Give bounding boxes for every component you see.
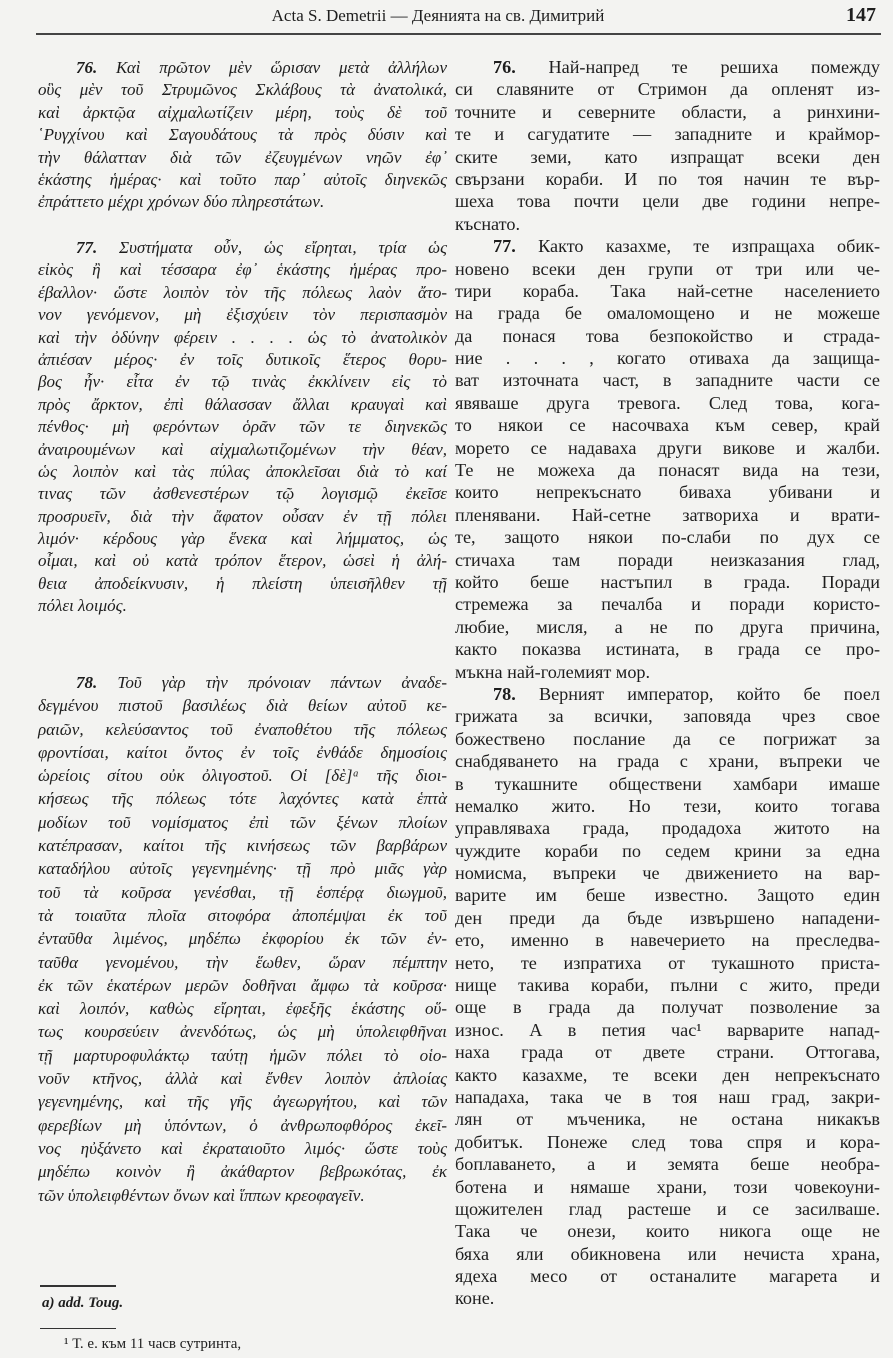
- text-line: [455, 56, 880, 78]
- text-line: [455, 974, 880, 996]
- text-line: [38, 79, 447, 101]
- text-line: [38, 1020, 447, 1043]
- text-line: [455, 369, 880, 391]
- line-text: точните и северните области, а ринхини-: [455, 101, 880, 122]
- line-text: ἐνταῦθα λιμένος, μηδέπω ἐκφορίου ἐκ τῶν ἐν-: [38, 929, 447, 949]
- text-line: [455, 168, 880, 190]
- text-line: [455, 705, 880, 727]
- line-text: да понася това безпокойство и страда-: [455, 325, 880, 346]
- text-line: [38, 550, 447, 572]
- text-line: [455, 392, 880, 414]
- text-line: [455, 235, 880, 257]
- text-line: [38, 439, 447, 461]
- footnote-1: ¹ Т. е. към 11 часв сутринта,: [64, 1336, 242, 1352]
- line-text: τοῦ τὰ κοῦρσα γενέσθαι, τῇ ἑσπέρᾳ διωγμοῦ,: [38, 882, 447, 902]
- line-text: πένθος· μὴ φερόντων ὁρᾶν τῶν τε διηνεκῶς: [38, 417, 447, 437]
- text-line: [455, 258, 880, 280]
- text-line: [38, 57, 447, 79]
- text-line: [455, 1153, 880, 1175]
- text-line: [455, 638, 880, 660]
- line-text: наха града от двете страни. Оттогава,: [455, 1042, 880, 1063]
- text-line: [38, 124, 447, 146]
- line-text: καὶ ἀρκτῷα αἰχμαλωτίζειν μέρη, τοὺς δὲ τοῦ: [38, 102, 447, 122]
- line-text: нище такива кораби, пълни с жито, преди: [455, 975, 880, 996]
- apparatus-rule: [40, 1285, 116, 1287]
- line-text: κήσεως τῆς πόλεως τότε λαχόντες κατὰ ἑπτὰ: [38, 789, 447, 809]
- line-text: боплаването, а и земята беше необра-: [455, 1154, 880, 1175]
- text-line: [38, 573, 447, 595]
- paragraph-number: 76.: [493, 57, 516, 77]
- line-text: Те не можеха да понасят вида на тези,: [455, 460, 880, 481]
- text-line: [455, 1176, 880, 1198]
- text-line: [455, 1019, 880, 1041]
- bulgarian-paragraph-77: [455, 235, 880, 683]
- text-line: [38, 191, 447, 213]
- line-text: τῶν ὑπολειφθέντων ὄνων καὶ ἵππων κρεοφαγεῖν.: [38, 1185, 365, 1205]
- text-line: [455, 840, 880, 862]
- line-text: μηδέπω κοινὸν ἢ ἀκάθαρτον βεβρωκότας, ἐκ: [38, 1162, 447, 1182]
- line-text: си славяните от Стримон да опленят из-: [455, 79, 880, 100]
- text-line: [38, 416, 447, 438]
- text-line: [38, 327, 447, 349]
- line-text: βος ἦν· εἶτα ἐν τῷ τινὰς ἐκκλίνειν εἰς τὸ: [38, 372, 447, 392]
- text-line: [38, 237, 447, 259]
- text-line: [38, 997, 447, 1020]
- line-text: управляваха града, продадоха житото на: [455, 818, 880, 839]
- text-line: [38, 394, 447, 416]
- line-text: φροντίσαι, καίτοι ὄντος ἐν τοῖς ἐνθάδε δημοσίοις: [38, 742, 447, 762]
- text-line: [455, 661, 880, 683]
- line-text: φερεβίων μὴ ὑπόντων, ὁ ἀνθρωποφθόρος ἐκεῖ-: [38, 1115, 447, 1135]
- line-text: в тукашните обществени хамбари имаше: [455, 773, 880, 794]
- text-line: [455, 1041, 880, 1063]
- text-line: [455, 571, 880, 593]
- text-line: [455, 1064, 880, 1086]
- line-text: ските земи, като изпращат всеки ден: [455, 146, 880, 167]
- line-text: Верният император, който бе поел: [538, 683, 880, 704]
- text-line: [38, 349, 447, 371]
- text-line: [455, 325, 880, 347]
- text-line: [455, 549, 880, 571]
- text-line: [455, 459, 880, 481]
- line-text: ядеха месо от останалите магарета и: [455, 1266, 880, 1287]
- text-line: [38, 1184, 447, 1207]
- line-text: къснато.: [455, 213, 520, 234]
- line-text: както казахме, те всеки ден непрекъснато: [455, 1064, 880, 1085]
- line-text: οἶμαι, καὶ οὐ κατὰ τρόπον ἕτερον, ὡσεὶ ἡ ἀλή-: [38, 551, 447, 571]
- line-text: добитък. Понеже след това спря и кора-: [455, 1131, 880, 1152]
- line-text: νος ηὐξάνετο καὶ ἐκραταιοῦτο λιμός· ὥστε τοὺς: [38, 1138, 447, 1158]
- text-line: [38, 694, 447, 717]
- text-line: [455, 616, 880, 638]
- text-line: [455, 1243, 880, 1265]
- text-line: [38, 304, 447, 326]
- text-line: [455, 750, 880, 772]
- bulgarian-paragraph-76: [455, 56, 880, 235]
- line-text: πρὸς ἄρκτον, ἐπὶ θάλασσαν ἄλλαι κραυγαὶ καὶ: [38, 394, 447, 414]
- line-text: номисма, въпреки че движението на вар-: [455, 863, 880, 884]
- line-text: немалко жито. Но тези, които тогава: [455, 795, 880, 816]
- line-text: както показва истината, в града се про-: [455, 639, 880, 660]
- line-text: ἐκ τῶν ἑκατέρων μερῶν δοθῆναι ἄμφω τὰ κοῦρσα·: [38, 975, 447, 995]
- greek-paragraph-77: [38, 237, 447, 618]
- text-line: [455, 101, 880, 123]
- line-text: ῾Ρυγχίνου καὶ Σαγουδάτους τὰ πρὸς δύσιν καὶ: [38, 125, 447, 145]
- line-text: καὶ τὴν ὀδύνην φέρειν . . . . ὡς τὸ ἀνατολικὸν: [38, 327, 447, 347]
- text-line: [38, 764, 447, 787]
- line-text: още в града да получат позволение за: [455, 997, 880, 1018]
- line-text: грижата за всички, заповяда чрез свое: [455, 706, 880, 727]
- footnote-apparatus: a) add. Toug.: [42, 1295, 124, 1311]
- line-text: ботена и нямаше храни, този човекоуни-: [455, 1176, 880, 1197]
- line-text: ден преди да бъде извършено нападени-: [455, 907, 880, 928]
- text-line: [455, 817, 880, 839]
- text-line: [455, 123, 880, 145]
- text-line: [38, 1160, 447, 1183]
- text-line: [38, 506, 447, 528]
- bulgarian-translation-column: [455, 56, 880, 1310]
- text-line: [455, 884, 880, 906]
- line-text: явяваше друга тревога. След това, кога-: [455, 392, 880, 413]
- text-line: [38, 834, 447, 857]
- line-text: Καὶ πρῶτον μὲν ὥρισαν μετὰ ἀλλήλων: [116, 58, 447, 77]
- text-line: [455, 773, 880, 795]
- line-text: нето, те изпратиха от тукашното приста-: [455, 952, 880, 973]
- line-text: Така че онези, които никога още не: [455, 1221, 880, 1242]
- text-line: [38, 595, 447, 617]
- text-line: [455, 1108, 880, 1130]
- bulgarian-paragraph-78: [455, 683, 880, 1310]
- text-line: [38, 147, 447, 169]
- line-text: лян от мъченика, не остана никакъв: [455, 1109, 880, 1130]
- text-line: [455, 1265, 880, 1287]
- text-line: [38, 927, 447, 950]
- line-text: те, защото някои по-слаби по дух се: [455, 527, 880, 548]
- line-text: на града бе омаломощено и не можеше: [455, 303, 880, 324]
- line-text: προσρυεῖν, διὰ τὴν ἄφατον οὖσαν ἐν τῇ πόλει: [38, 506, 447, 526]
- line-text: λιμόν· κέρδους γὰρ ἕνεκα καὶ λήμματος, ὡς: [38, 529, 447, 549]
- text-line: [455, 593, 880, 615]
- line-text: ταῦθα γενομένου, τὴν ἕωθεν, ὥραν πέμπτην: [38, 952, 447, 972]
- text-line: [38, 528, 447, 550]
- text-line: [455, 213, 880, 235]
- text-line: [38, 1114, 447, 1137]
- line-text: мъкна най-големият мор.: [455, 661, 651, 682]
- line-text: който беше настъпил в града. Поради: [455, 571, 880, 592]
- text-line: [455, 504, 880, 526]
- page-number: 147: [846, 4, 876, 26]
- text-line: [38, 811, 447, 834]
- line-text: πόλει λοιμός.: [38, 596, 127, 616]
- text-line: [455, 347, 880, 369]
- text-line: [455, 728, 880, 750]
- text-line: [38, 461, 447, 483]
- line-text: τῇ μαρτυροφυλάκτῳ ταύτῃ ἡμῶν πόλει τὸ οἱο-: [38, 1045, 447, 1065]
- line-text: ραιῶν, κελεύσαντος τοῦ ἐναποθέτου τῆς πόλεως: [38, 719, 447, 739]
- line-text: стремежа за печалба и поради користо-: [455, 594, 880, 615]
- text-line: [455, 1131, 880, 1153]
- text-line: [38, 974, 447, 997]
- text-line: [38, 102, 447, 124]
- text-line: [455, 1220, 880, 1242]
- text-line: [455, 1287, 880, 1309]
- line-text: които непрекъснато биваха убивани и: [455, 482, 880, 503]
- line-text: ἀπιέσαν μέρος· ἐν τοῖς δυτικοῖς ἕτερος θορυ-: [38, 349, 447, 369]
- text-line: [455, 78, 880, 100]
- paragraph-number: 76.: [76, 58, 98, 77]
- footnote-rule: [40, 1328, 116, 1329]
- line-text: ὡς λοιπὸν καὶ τὰς πύλας ἀποκλεῖσαι διὰ τὸ καί: [38, 461, 447, 481]
- text-line: [38, 787, 447, 810]
- line-text: ето, именно в навечерието на преследва-: [455, 930, 880, 951]
- line-text: έβαλλον· ὥστε λοιπὸν τὸν τῆς πόλεως λαὸν ἄτο-: [38, 282, 447, 302]
- line-text: чуждите кораби по седем крини за една: [455, 840, 880, 861]
- text-line: [455, 302, 880, 324]
- line-text: износ. А в петия час¹ варварите напад-: [455, 1019, 880, 1040]
- line-text: Най-напред те решиха помежду: [548, 57, 881, 77]
- paragraph-number: 77.: [76, 238, 98, 257]
- text-line: [38, 1067, 447, 1090]
- line-text: μοδίων τοῦ νομίσματος ἐπὶ τῶν ξένων πλοίων: [38, 812, 447, 832]
- line-text: Τοῦ γὰρ τὴν πρόνοιαν πάντων ἀναδε-: [117, 673, 447, 692]
- line-text: новено всеки ден групи от три или че-: [455, 258, 880, 279]
- line-text: ὡρείοις σίτου οὐκ ὀλιγοστοῦ. Οἱ [δὲ]ᵃ τῆς διοι-: [38, 766, 447, 786]
- text-line: [38, 1044, 447, 1067]
- text-line: [38, 1090, 447, 1113]
- text-line: [38, 904, 447, 927]
- text-line: [38, 282, 447, 304]
- text-line: [455, 190, 880, 212]
- line-text: нападаха, така че в тоя наш град, закри-: [455, 1086, 880, 1107]
- line-text: ἐπράττετο μέχρι χρόνων δύο πληρεστάτων.: [38, 192, 325, 212]
- line-text: щожителен глад растеше и се засилваше.: [455, 1198, 880, 1219]
- text-line: [38, 671, 447, 694]
- text-line: [455, 481, 880, 503]
- line-text: свързани кораби. И по тоя начин те вър-: [455, 168, 880, 189]
- line-text: τὰ τοιαῦτα πλοῖα σιτοφόρα ἀποπέμψαι ἐκ τοῦ: [38, 905, 447, 925]
- paragraph-number: 77.: [493, 236, 516, 257]
- greek-paragraph-78: [38, 671, 447, 1207]
- line-text: τως κουρσεύειν ἀνενδότως, ὡς μὴ ὑπολειφθῆναι: [38, 1022, 447, 1042]
- paragraph-number: 78.: [76, 673, 98, 692]
- text-line: [455, 437, 880, 459]
- text-line: [455, 907, 880, 929]
- text-line: [38, 951, 447, 974]
- line-text: пленявани. Най-сетне затвориха и врати-: [455, 504, 880, 525]
- text-line: [38, 1137, 447, 1160]
- greek-paragraph-76: [38, 57, 447, 214]
- running-title: Acta S. Demetrii — Деянията на св. Димитрий: [271, 6, 605, 25]
- text-line: [38, 259, 447, 281]
- text-line: [38, 169, 447, 191]
- line-text: тири кораба. Така най-сетне населението: [455, 280, 880, 301]
- line-text: ἀναιρουμένων καὶ αἰχμαλωτιζομένων τὴν θέαν,: [38, 439, 447, 459]
- line-text: морето се надаваха други викове и жалби.: [455, 437, 880, 458]
- line-text: νοῦν κτῆνος, ἀλλὰ καὶ ἔνθεν λοιπὸν ἀπλοίας: [38, 1069, 447, 1089]
- line-text: божествено послание да се погрижат за: [455, 728, 880, 749]
- line-text: коне.: [455, 1288, 495, 1309]
- text-line: [38, 371, 447, 393]
- line-text: те и сагудатите — западните и краймор-: [455, 124, 880, 145]
- line-text: οὓς μὲν τοῦ Στρυμῶνος Σκλάβους τὰ ἀνατολικά,: [38, 80, 447, 100]
- text-line: [38, 857, 447, 880]
- text-line: [455, 146, 880, 168]
- line-text: снабдяването на града с храни, въпреки че: [455, 751, 880, 772]
- line-text: Както казахме, те изпращаха обик-: [538, 236, 881, 257]
- line-text: ват източната част, в западните части се: [455, 370, 880, 391]
- line-text: стичаха там поради неизказания глад,: [455, 549, 880, 570]
- text-line: [455, 929, 880, 951]
- line-text: любие, мисля, а не по друга причина,: [455, 616, 880, 637]
- line-text: Συστήματα οὖν, ὡς εἴρηται, τρία ὡς: [119, 238, 447, 257]
- text-line: [38, 881, 447, 904]
- line-text: бяха яли обикновена или нечиста храна,: [455, 1243, 880, 1264]
- text-line: [455, 1198, 880, 1220]
- line-text: καταδήλου αὐτοῖς γεγενημένης· τῇ πρὸ μιᾶς γὰρ: [38, 859, 447, 879]
- text-line: [38, 483, 447, 505]
- line-text: шеха това почти цели две години непре-: [455, 191, 880, 212]
- line-text: ἑκάστης ἡμέρας· καὶ τοῦτο παρ᾽ αὐτοῖς διηνεκῶς: [38, 169, 447, 189]
- line-text: εἰκὸς ἢ καὶ τέσσαρα ἐφ᾽ ἑκάστης ἡμέρας προ-: [38, 260, 447, 280]
- text-line: [455, 996, 880, 1018]
- text-line: [38, 718, 447, 741]
- line-text: то някои се насочваха към север, край: [455, 415, 880, 436]
- text-line: [455, 862, 880, 884]
- line-text: θεια ἀποδείκνυσιν, ἡ πλείστη ὑπεισῆλθεν τῇ: [38, 573, 447, 593]
- text-line: [38, 741, 447, 764]
- text-line: [455, 952, 880, 974]
- line-text: κατέπρασαν, καίτοι τῆς κινήσεως τῶν βαρβάρων: [38, 836, 447, 856]
- text-line: [455, 280, 880, 302]
- line-text: δεγμένου πιστοῦ βασιλέως διὰ θείων αὐτοῦ κε-: [38, 696, 447, 716]
- line-text: τὴν θάλατταν διὰ τῶν ἐζευγμένων νηῶν ἐφ᾽: [38, 147, 447, 167]
- paragraph-number: 78.: [493, 683, 516, 704]
- line-text: καὶ λοιπόν, καθὼς εἴρηται, ἐφεξῆς ἑκάστης οὕ-: [38, 999, 447, 1019]
- text-line: [455, 795, 880, 817]
- text-line: [455, 683, 880, 705]
- line-text: варите им беше известно. Защото един: [455, 885, 880, 906]
- greek-text-column: [38, 0, 447, 1250]
- line-text: νον γενόμενον, μὴ ἐξισχύειν τὸν περισπασμὸν: [38, 305, 447, 325]
- text-line: [455, 1086, 880, 1108]
- line-text: ние . . . , когато отиваха да защища-: [455, 348, 880, 369]
- text-line: [455, 414, 880, 436]
- line-text: τινας τῶν ἀσθενεστέρων τῷ λογισμῷ ἐκεῖσε: [38, 484, 447, 504]
- line-text: γεγενημένης, καὶ τῆς γῆς ἀγεωργήτου, καὶ τῶν: [38, 1092, 447, 1112]
- text-line: [455, 526, 880, 548]
